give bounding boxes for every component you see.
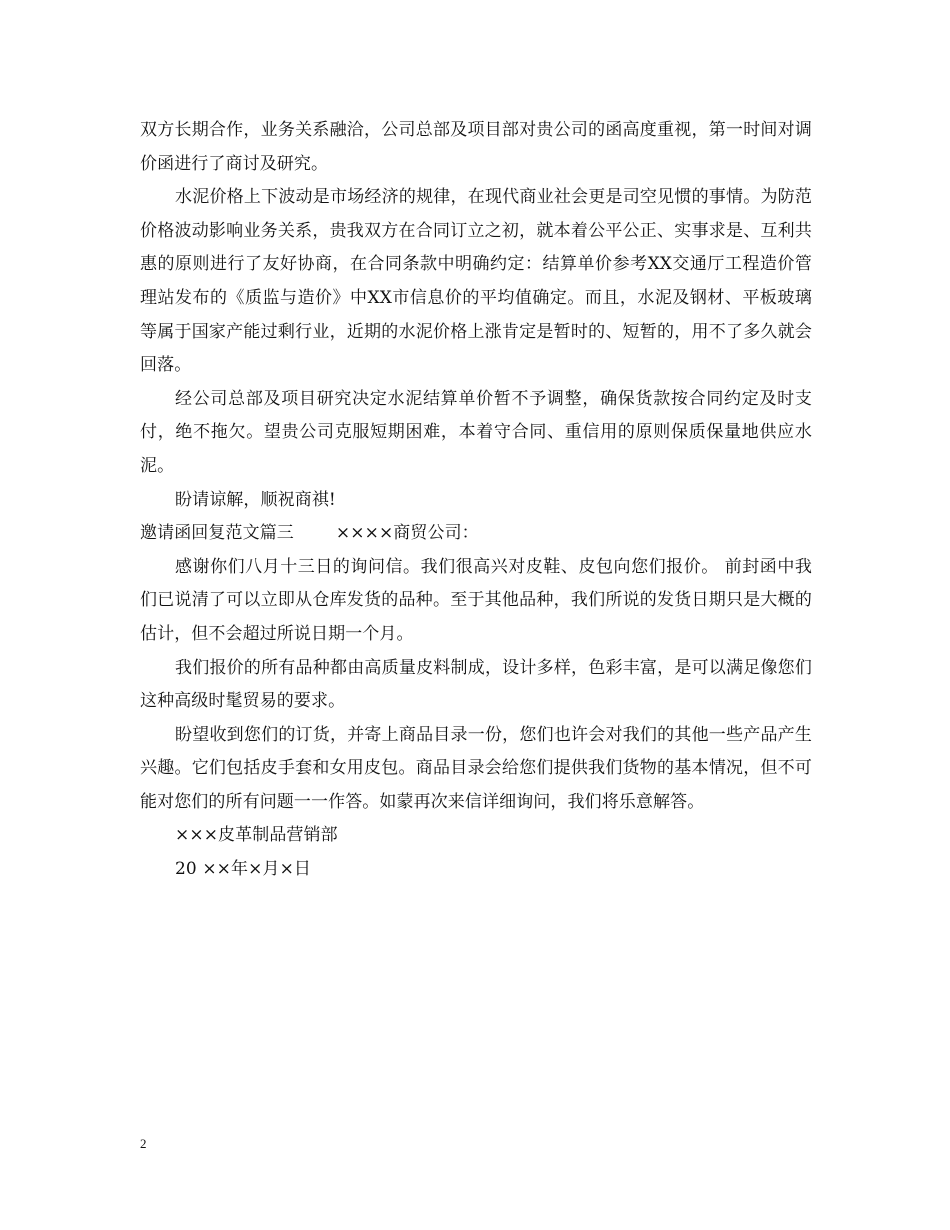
paragraph-closing-greeting: 盼请谅解，顺祝商祺! [175, 489, 336, 510]
signature-department: ×××皮革制品营销部 [175, 825, 338, 846]
page-number: 2 [140, 1136, 147, 1151]
paragraph-price-fluctuation: 水泥价格上下波动是市场经济的规律，在现代商业社会更是司空见惯的事情。为防范价格波动影响业务关系，贵我双方在合同订立之初，就本着公平公正、实事求是、互利共惠的原则进行了友好协商，在合同条款中明确约定：结算单价参考XX交通厅工程造价管理站发布的《质监与造价》中XX市信息价的平均值确定。而且，水泥及钢材、平板玻璃等属于国家产能过剩行业，近期的水泥价格上涨肯定是暂时的、短暂的，用不了多久就会回落。 [140, 187, 812, 376]
paragraph-catalog: 盼望收到您们的订货，并寄上商品目录一份，您们也许会对我们的其他一些产品产生兴趣。它们包括皮手套和女用皮包。商品目录会给您们提供我们货物的基本情况，但不可能对您们的所有问题一一作答。如蒙再次来信详细询问，我们将乐意解答。 [140, 724, 812, 812]
recipient-salutation: ××××商贸公司： [335, 523, 479, 544]
section-heading-line [140, 517, 812, 551]
document-body [140, 114, 812, 887]
signature-date: 20 ××年×月×日 [175, 859, 312, 880]
paragraph-continuation: 双方长期合作，业务关系融洽，公司总部及项目部对贵公司的函高度重视，第一时间对调价函进行了商讨及研究。 [140, 120, 812, 174]
paragraph-decision: 经公司总部及项目研究决定水泥结算单价暂不予调整，确保货款按合同约定及时支付，绝不拖欠。望贵公司克服短期困难，本着守合同、重信用的原则保质保量地供应水泥。 [140, 388, 812, 476]
paragraph-quality: 我们报价的所有品种都由高质量皮料制成，设计多样，色彩丰富，是可以满足像您们这种高级时髦贸易的要求。 [140, 657, 812, 712]
section-heading: 邀请函回复范文篇三 [140, 523, 294, 544]
paragraph-thanks-inquiry: 感谢你们八月十三日的询问信。我们很高兴对皮鞋、皮包向您们报价。 前封函中我们已说清了可以立即从仓库发货的品种。至于其他品种，我们所说的发货日期只是大概的估计，但不会超过所说日期一个月。 [140, 556, 812, 644]
